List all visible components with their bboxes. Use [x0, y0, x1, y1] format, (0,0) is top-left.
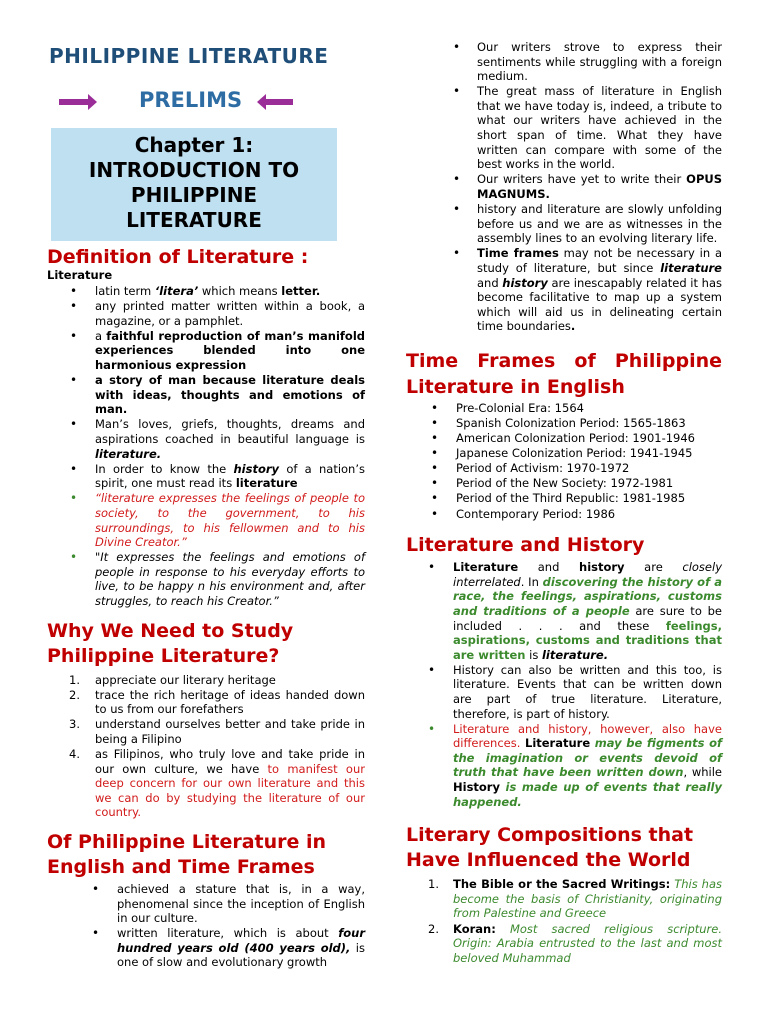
list-item: • History can also be written and this too, is literature. Events that can be written down are part of true literature. Literature, therefore, is part of history.: [406, 663, 722, 721]
list-item: 3. understand ourselves better and take pride in being a Filipino: [69, 717, 365, 746]
list-item: • Contemporary Period: 1986: [406, 507, 722, 522]
document-title: PHILIPPINE LITERATURE: [49, 44, 329, 68]
list-item: • “literature expresses the feelings of people to society, to the government, to his surroundings, to his fellowmen and to his Divine Creator.”: [47, 491, 365, 549]
list-item: • Literature and history are closely interrelated. In discovering the history of a race, the feelings, aspirations, customs and traditions of a people are sure to be included . . . and these feelings, aspirations, customs and traditions that are written is literature.: [406, 560, 722, 662]
list-item: 1. The Bible or the Sacred Writings: This has become the basis of Christianity, originating from Palestine and Greece: [428, 877, 723, 921]
list-item: • Time frames may not be necessary in a study of literature, but since literature and history are inescapably related it has become facilitative to map up a system which will aid us in delineating certain time boundaries.: [406, 246, 722, 334]
chapter-title-box: [51, 128, 337, 241]
list-item: • In order to know the history of a nation’s spirit, one must read its literature: [47, 462, 365, 491]
chapter-line: PHILIPPINE: [130, 183, 258, 207]
time-frames-heading: Time Frames of Philippine Literature in English: [406, 349, 722, 398]
list-item: • "It expresses the feelings and emotions of people in response to his everyday efforts to live, to be happy n his environment and, after struggles, to reach his Creator.”: [47, 550, 365, 608]
definition-list: [47, 284, 365, 609]
list-item: • Japanese Colonization Period: 1941-1945: [406, 446, 722, 461]
lit-history-heading: Literature and History: [406, 534, 645, 557]
compositions-list: [406, 877, 722, 965]
left-column: [47, 40, 365, 971]
list-item: • Spanish Colonization Period: 1565-1863: [406, 416, 722, 431]
prelims-row: [47, 84, 365, 124]
chapter-line: LITERATURE: [126, 208, 262, 232]
list-item: • American Colonization Period: 1901-1946: [406, 431, 722, 446]
list-item: • a faithful reproduction of man’s manifold experiences blended into one harmonious expression: [47, 329, 365, 373]
writers-list: [406, 40, 722, 334]
list-item: • Period of the Third Republic: 1981-1985: [406, 491, 722, 506]
lit-history-list: [406, 560, 722, 809]
definition-heading: Definition of Literature :: [47, 246, 309, 268]
list-item: • The great mass of literature in English that we have today is, indeed, a tribute to what our writers have achieved in the short span of time. What they have written can compare with some of the best works in the world.: [406, 84, 722, 172]
list-item: • Our writers have yet to write their OPUS MAGNUMS.: [406, 172, 722, 201]
left-arrow-icon: [265, 99, 293, 105]
list-item: • any printed matter written within a book, a magazine, or a pamphlet.: [47, 299, 365, 328]
right-arrow-icon: [59, 99, 89, 105]
list-item: • latin term ‘litera’ which means letter.: [47, 284, 365, 299]
list-item: 1. appreciate our literary heritage: [69, 672, 276, 687]
chapter-line: INTRODUCTION TO: [88, 158, 300, 182]
compositions-heading: Literary Compositions that Have Influenced the World: [406, 824, 694, 872]
list-item: • Period of the New Society: 1972-1981: [406, 476, 722, 491]
list-item: • Literature and history, however, also have differences. Literature may be figments of the imagination or events devoid of truth that have been written down, while History is made up of events that really happened.: [406, 722, 722, 810]
list-item: • Our writers strove to express their sentiments while struggling with a foreign medium.: [406, 40, 722, 84]
of-phil-heading: Of Philippine Literature in English and Time Frames: [47, 831, 327, 878]
chapter-line: Chapter 1:: [134, 133, 254, 157]
list-item: 4. as Filipinos, who truly love and take pride in our own culture, we have to manifest our deep concern for our own literature and this we can do by studying the literature of our country.: [69, 747, 365, 820]
list-item: • history and literature are slowly unfolding before us and we are as witnesses in the assembly lines to an evolving literary life.: [406, 202, 722, 246]
prelims-label: PRELIMS: [139, 88, 243, 112]
list-item: 2. trace the rich heritage of ideas handed down to us from our forefathers: [69, 687, 365, 717]
of-phil-list: [47, 882, 365, 970]
list-item: • written literature, which is about four hundred years old (400 years old), is one of slow and evolutionary growth: [47, 926, 365, 970]
time-frames-list: [406, 401, 722, 521]
list-item: • Man’s loves, griefs, thoughts, dreams and aspirations coached in beautiful language is literature.: [47, 417, 365, 461]
why-heading: Why We Need to Study Philippine Literature?: [47, 619, 294, 667]
list-item: 2. Koran: Most sacred religious scripture. Origin: Arabia entrusted to the last and most beloved Muhammad: [428, 921, 722, 965]
list-item: • a story of man because literature deals with ideas, thoughts and emotions of man.: [47, 373, 365, 417]
list-item: • achieved a stature that is, in a way, phenomenal since the inception of English in our culture.: [47, 882, 365, 926]
why-list: [47, 673, 365, 820]
list-item: • Pre-Colonial Era: 1564: [406, 401, 722, 416]
list-item: • Period of Activism: 1970-1972: [406, 461, 722, 476]
right-column: [406, 40, 722, 966]
literature-label: Literature: [47, 268, 113, 282]
